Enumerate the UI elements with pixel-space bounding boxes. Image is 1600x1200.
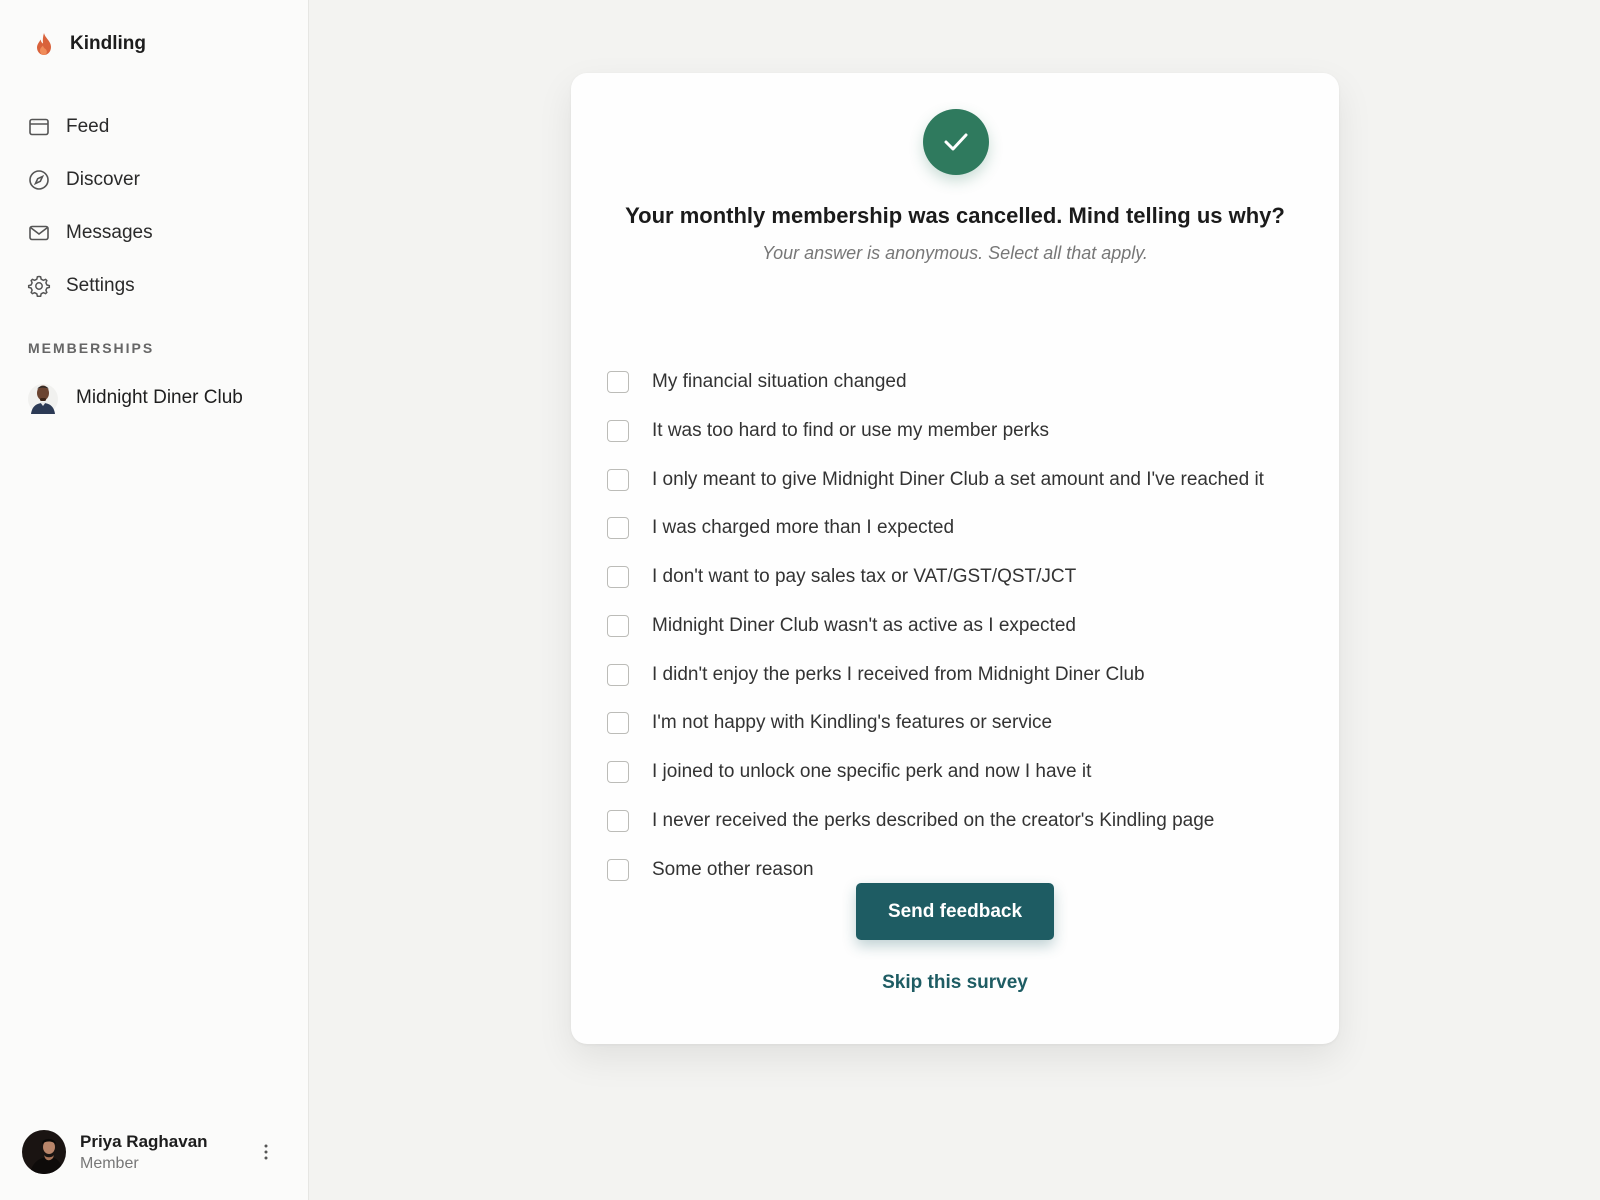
checkbox[interactable] <box>607 810 629 832</box>
option-label: It was too hard to find or use my member perks <box>652 420 1050 441</box>
option-label: Some other reason <box>652 859 814 880</box>
brand-name: Kindling <box>70 33 146 54</box>
option-charged-more[interactable] <box>607 513 954 543</box>
success-check-icon <box>923 109 989 175</box>
compass-icon <box>27 168 51 192</box>
option-did-not-enjoy-perks[interactable] <box>607 660 1145 690</box>
checkbox[interactable] <box>607 566 629 588</box>
option-label: I only meant to give Midnight Diner Club a set amount and I've reached it <box>652 469 1264 490</box>
option-hard-to-use-perks[interactable] <box>607 416 1049 446</box>
option-not-happy-with-service[interactable] <box>607 708 1052 738</box>
user-role: Member <box>80 1154 139 1172</box>
mail-icon <box>27 221 51 245</box>
checkbox[interactable] <box>607 517 629 539</box>
nav-item-settings[interactable] <box>27 259 287 312</box>
flame-icon <box>33 31 55 57</box>
creator-avatar <box>28 381 58 415</box>
option-label: I was charged more than I expected <box>652 517 955 538</box>
checkbox[interactable] <box>607 761 629 783</box>
checkbox[interactable] <box>607 712 629 734</box>
checkbox[interactable] <box>607 420 629 442</box>
brand[interactable] <box>33 28 146 60</box>
option-label: I joined to unlock one specific perk and now I have it <box>652 761 1092 782</box>
sidebar <box>0 0 309 1200</box>
option-label: I never received the perks described on the creator's Kindling page <box>652 810 1215 831</box>
calendar-icon <box>27 115 51 139</box>
gear-icon <box>27 274 51 298</box>
option-set-amount-reached[interactable] <box>607 465 1264 495</box>
checkbox[interactable] <box>607 615 629 637</box>
option-never-received-perks[interactable] <box>607 806 1214 836</box>
nav-item-discover[interactable] <box>27 153 287 206</box>
option-label: I'm not happy with Kindling's features or service <box>652 712 1053 733</box>
membership-label: Midnight Diner Club <box>76 387 243 408</box>
nav-item-label: Feed <box>66 115 110 137</box>
nav-item-messages[interactable] <box>27 206 287 259</box>
option-specific-perk-unlocked[interactable] <box>607 757 1091 787</box>
user-avatar <box>22 1130 66 1174</box>
option-other-reason[interactable] <box>607 855 814 885</box>
option-sales-tax[interactable] <box>607 562 1076 592</box>
option-label: I didn't enjoy the perks I received from Midnight Diner Club <box>652 664 1145 685</box>
option-not-active[interactable] <box>607 611 1076 641</box>
nav-item-label: Discover <box>66 168 140 190</box>
option-label: Midnight Diner Club wasn't as active as I expected <box>652 615 1076 636</box>
skip-survey-link[interactable]: Skip this survey <box>882 972 1028 993</box>
user-meta <box>80 1132 208 1173</box>
memberships-section-label: MEMBERSHIPS <box>28 340 155 356</box>
nav-item-label: Messages <box>66 221 153 243</box>
send-feedback-button[interactable]: Send feedback <box>856 883 1054 940</box>
checkbox[interactable] <box>607 664 629 686</box>
survey-title: Your monthly membership was cancelled. Mind telling us why? <box>625 203 1285 228</box>
option-label: My financial situation changed <box>652 371 907 392</box>
checkbox[interactable] <box>607 371 629 393</box>
main-nav <box>27 100 287 312</box>
option-financial-situation[interactable] <box>607 367 907 397</box>
more-options-icon[interactable] <box>260 1140 272 1164</box>
checkbox[interactable] <box>607 859 629 881</box>
membership-item[interactable] <box>28 380 243 416</box>
checkbox[interactable] <box>607 469 629 491</box>
option-label: I don't want to pay sales tax or VAT/GST/QST/JCT <box>652 566 1077 587</box>
survey-subtitle: Your answer is anonymous. Select all that apply. <box>762 243 1148 263</box>
user-name: Priya Raghavan <box>80 1131 208 1151</box>
cancellation-survey-card <box>571 73 1339 1044</box>
nav-item-label: Settings <box>66 274 135 296</box>
nav-item-feed[interactable] <box>27 100 287 153</box>
user-profile[interactable] <box>22 1129 288 1175</box>
